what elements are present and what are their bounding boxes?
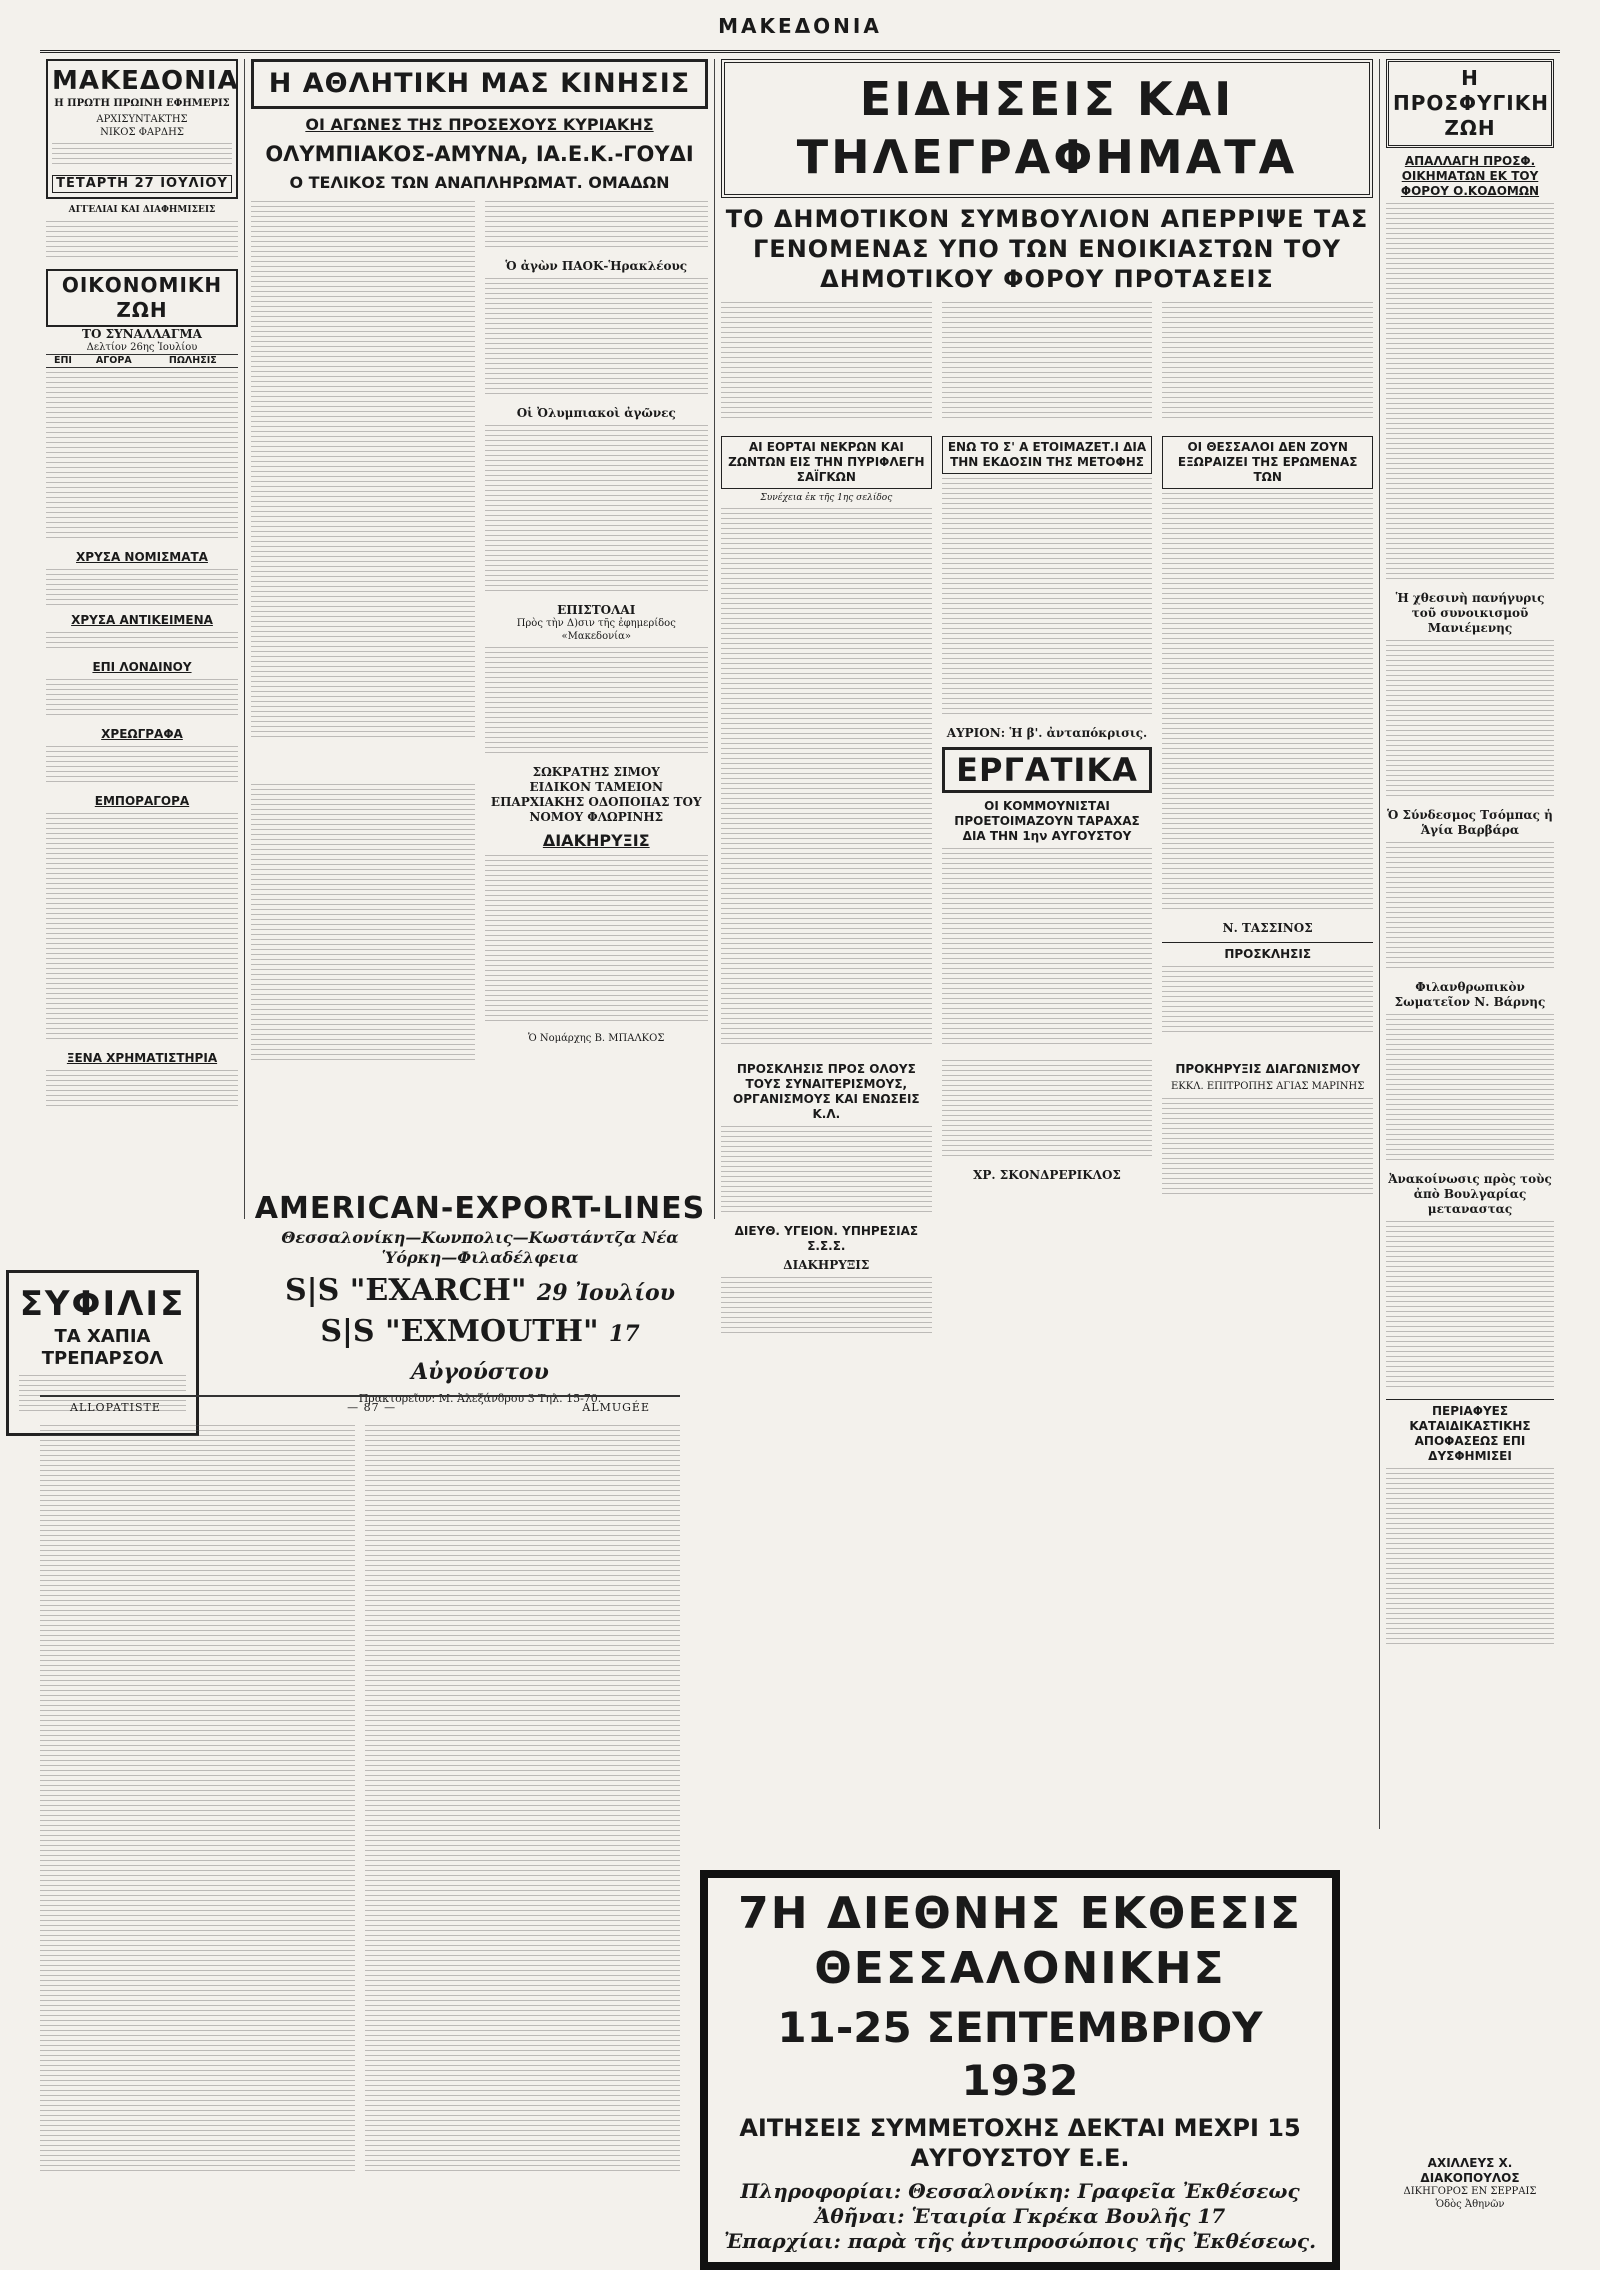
story-metofi-text [942,478,1153,718]
bulletin-date: Δελτίον 26ης Ἰουλίου [86,341,198,353]
refugee-text-4 [1386,1014,1554,1164]
stocks-title: ΞΕΝΑ ΧΡΗΜΑΤΙΣΤΗΡΙΑ [66,1050,218,1065]
refugee-text-3 [1386,842,1554,972]
market-header-sell: ΠΩΛΗΣΙΣ [148,355,238,368]
ads-text [46,221,238,261]
story-metofi [942,430,1153,1056]
skondr-signature: ΧΡ. ΣΚΟΝΔΡΕΡΙΚΛΟΣ [973,1168,1121,1183]
refugee-text-5 [1386,1221,1554,1391]
london-text [46,679,238,719]
signature-name: ΑΧΙΛΛΕΥΣ Χ. ΔΙΑΚΟΠΟΥΛΟΣ [1420,2156,1520,2185]
health-title: ΔΙΕΥΘ. ΥΓΕΙΟΝ. ΥΠΗΡΕΣΙΑΣ Σ.Σ.Σ. [734,1224,919,1254]
sports-text-b2 [485,278,709,398]
dictionary-col-1 [40,1421,355,2183]
communists-headline: ΟΙ ΚΟΜΜΟΥΝΙΣΤΑΙ ΠΡΟΕΤΟΙΜΑΖΟΥΝ ΤΑΡΑΧΑΣ ΔΙΑ ΤΗΝ 1ην ΑΥΓΟΥΣΤΟΥ [954,799,1140,843]
tender-subtitle: ΕΚΚΛ. ΕΠΙΤΡΟΠΗΣ ΑΓΙΑΣ ΜΑΡΙΝΗΣ [1171,1081,1365,1093]
news-banner: ΕΙΔΗΣΕΙΣ ΚΑΙ ΤΗΛΕΓΡΑΦΗΜΑΤΑ [721,59,1373,198]
fund-signature: Ὁ Νομάρχης Β. ΜΠΑΛΚΟΣ [528,1033,665,1044]
fund-title: ΕΙΔΙΚΟΝ ΤΑΜΕΙΟΝ ΕΠΑΡΧΙΑΚΗΣ ΟΔΟΠΟΙΙΑΣ ΤΟΥ ΝΟΜΟΥ ΦΛΩΡΙΝΗΣ [490,780,702,824]
american-ship-2-date: 17 Αὐγούστου [411,1321,640,1385]
exchange-title: ΤΟ ΣΥΝΑΛΛΑΓΜΑ [82,326,202,341]
letter-to: Πρὸς τὴν Δ)σιν τῆς ἐφημερίδος «Μακεδονία» [516,618,676,642]
invitation-text [721,1126,932,1216]
sports-banner: Η ΑΘΛΗΤΙΚΗ ΜΑΣ ΚΙΝΗΣΙΣ [251,59,708,109]
declaration-block [942,1056,1153,1345]
dictionary-columns [40,1421,680,2183]
nameplate-text [52,143,232,167]
exchange-table [46,354,238,368]
news-lead-body [721,298,1373,430]
sports-lower-text [251,784,475,1064]
american-ship-2 [253,1313,707,1388]
tender-title: ΠΡΟΚΗΡΥΞΙΣ ΔΙΑΓΩΝΙΣΜΟΥ [1175,1062,1361,1077]
story-saigon-text [721,508,932,1048]
expo-applications: ΑΙΤΗΣΕΙΣ ΣΥΜΜΕΤΟΧΗΣ ΔΕΚΤΑΙ ΜΕΧΡΙ 15 ΑΥΓΟΥΣΤΟΥ Ε.Ε. [739,2114,1301,2172]
bonds-title: ΧΡΕΩΓΡΑΦΑ [101,726,183,741]
dictionary-header [40,1401,680,1415]
expo-info-2: Ἀθῆναι: Ἑταιρία Γκρέκα Βουλῆς 17 [814,2204,1226,2228]
letter-signature: ΣΩΚΡΑΤΗΣ ΣΙΜΟΥ [532,765,660,779]
sports-sub-paok: Ὁ ἀγὼν ΠΑΟΚ-Ἡρακλέους [505,259,688,273]
news-headline: ΤΟ ΔΗΜΟΤΙΚΟΝ ΣΥΜΒΟΥΛΙΟΝ ΑΠΕΡΡΙΨΕ ΤΑΣ ΓΕΝΟΜΕΝΑΣ ΥΠΟ ΤΩΝ ΕΝΟΙΚΙΑΣΤΩΝ ΤΟΥ ΔΗΜΟΤΙΚΟΥ ΦΟΡΟΥ ΠΡΟΤΑΣΕΙΣ [725,205,1369,293]
tassinos-signature: Ν. ΤΑΣΣΙΝΟΣ [1222,921,1313,935]
invite2-text [1162,966,1373,1036]
news-stories [721,430,1373,1056]
refugee-banner: Η ΠΡΟΣΦΥΓΙΚΗ ΖΩΗ [1386,59,1554,148]
nameplate: ΜΑΚΕΔΟΝΙΑ [52,66,239,96]
invite2-title: ΠΡΟΣΚΛΗΣΙΣ [1162,942,1373,962]
expo-title: 7Η ΔΙΕΘΝΗΣ ΕΚΘΕΣΙΣ ΘΕΣΣΑΛΟΝΙΚΗΣ [738,1888,1302,1994]
news-lead-col-1 [721,302,932,422]
sports-lower [251,780,708,1072]
story-thessaloi-text [1162,493,1373,913]
editor-name: ΝΙΚΟΣ ΦΑΡΔΗΣ [100,126,184,138]
commerce-text [46,813,238,1043]
story-thessaloi [1162,430,1373,1056]
expo-info-3: Ἐπαρχίαι: παρὰ τῆς ἀντιπροσώποις τῆς Ἐκθέσεως. [723,2229,1317,2253]
story-metofi-title: ΕΝΩ ΤΟ Σ' Α ΕΤΟΙΜΑΖΕΤ.Ι ΔΙΑ ΤΗΝ ΕΚΔΟΣΙΝ ΤΗΣ ΜΕΤΟΦΗΣ [942,436,1153,474]
sports-headline-3: Ο ΤΕΛΙΚΟΣ ΤΩΝ ΑΝΑΠΛΗΡΩΜΑΤ. ΟΜΑΔΩΝ [289,173,670,192]
exchange-rows [46,372,238,542]
sports-text-b3 [485,425,709,595]
syfilis-subtitle: ΤΑ ΧΑΠΙΑ ΤΡΕΠΑΡΣΟΛ [41,1325,164,1369]
refugee-headline: ΑΠΑΛΛΑΓΗ ΠΡΟΣΦ. ΟΙΚΗΜΑΤΩΝ ΕΚ ΤΟΥ ΦΟΡΟΥ Ο.ΚΟΔΟΜΩΝ [1400,154,1540,198]
column-sports [245,59,715,1219]
ads-title: ΑΓΓΕΛΙΑΙ ΚΑΙ ΔΙΑΦΗΜΙΣΕΙΣ [68,205,216,216]
gold-coins-text [46,569,238,605]
sports-body [251,197,708,780]
tender-block [1162,1056,1373,1345]
sports-col-a [251,197,475,780]
sports-text-b1 [485,201,709,251]
issue-date: ΤΕΤΑΡΤΗ 27 ΙΟΥΛΙΟΥ [52,175,232,193]
london-title: ΕΠΙ ΛΟΝΔΙΝΟΥ [92,659,192,674]
expo-info-1: Πληροφορίαι: Θεσσαλονίκη: Γραφεῖα Ἐκθέσεως [740,2179,1300,2203]
american-ship-2-name: S|S "EXMOUTH" [320,1314,599,1349]
american-export-ad [245,1190,715,1406]
bonds-text [46,746,238,786]
refugee-sub-2: Ὁ Σύνδεσμος Τσόμπας ἡ Ἁγία Βαρβάρα [1387,808,1553,837]
dictionary-right-head: ALMUGÉE [582,1401,650,1414]
invitation-title: ΠΡΟΣΚΛΗΣΙΣ ΠΡΟΣ ΟΛΟΥΣ ΤΟΥΣ ΣΥΝΑΙΤΕΡΙΣΜΟΥΣ, ΟΡΓΑΝΙΣΜΟΥΣ ΚΑΙ ΕΝΩΣΕΙΣ Κ.Λ. [733,1062,920,1122]
commerce-title: ΕΜΠΟΡΑΓΟΡΑ [94,793,190,808]
prefecture-text [1386,1468,1554,1648]
fund-text [485,855,709,1025]
refugee-signature [1380,2150,1560,2211]
dictionary-section [40,1395,680,2205]
column-refugee [1380,59,1560,1829]
declaration-text [942,1060,1153,1160]
sports-lower-b [485,780,709,1072]
american-ship-1-date: 29 Ἰουλίου [536,1279,675,1306]
stocks-text [46,1070,238,1110]
expo-dates: 11-25 ΣΕΠΤΕΜΒΡΙΟΥ 1932 [777,2003,1263,2105]
dictionary-text-2 [365,1425,680,2175]
sports-headline-2: ΟΛΥΜΠΙΑΚΟΣ-ΑΜΥΝΑ, ΙΑ.Ε.Κ.-ΓΟΥΔΙ [265,141,694,166]
syfilis-title: ΣΥΦΙΛΙΣ [19,1284,186,1324]
signature-address: Ὁδὸς Ἀθηνῶν [1435,2198,1505,2210]
sports-headline-1: ΟΙ ΑΓΩΝΕΣ ΤΗΣ ΠΡΟΣΕΧΟΥΣ ΚΥΡΙΑΚΗΣ [305,114,654,134]
tender-text [1162,1098,1373,1198]
letter-text [485,647,709,757]
gold-coins-title: ΧΡΥΣΑ ΝΟΜΙΣΜΑΤΑ [76,549,208,564]
news-bottom [721,1056,1373,1345]
story-saigon-continued: Συνέχεια ἐκ τῆς 1ης σελίδος [760,493,893,503]
masthead-rule [40,50,1560,53]
news-lead-col-3 [1162,302,1373,422]
prefecture-title: ΠΕΡΙΑΦΥΕΣ ΚΑΤΑΙΔΙΚΑΣΤΙΚΗΣ ΑΠΟΦΑΣΕΩΣ ΕΠΙ ΔΥΣΦΗΜΙΣΕΙ [1386,1399,1554,1464]
letters-title: ΕΠΙΣΤΟΛΑΙ [557,603,636,617]
health-text [721,1277,932,1337]
gold-objects-text [46,632,238,652]
health-declaration: ΔΙΑΚΗΡΥΞΙΣ [783,1258,870,1273]
editor-label: ΑΡΧΙΣΥΝΤΑΚΤΗΣ [96,114,188,125]
american-title: AMERICAN-EXPORT-LINES [254,1191,706,1226]
expo-ad [700,1870,1340,2270]
communists-text [942,848,1153,1048]
dictionary-page: — 87 — [347,1401,397,1414]
refugee-text-1 [1386,203,1554,583]
market-header-buy: ΑΓΟΡΑ [80,355,148,368]
nameplate-box [46,59,238,199]
american-route: Θεσσαλονίκη—Κωνπολις—Κωστάντζα Νέα Ὑόρκη—Φιλαδέλφεια [281,1227,679,1267]
story-tomorrow: ΑΥΡΙΟΝ: Ἡ β'. ἀνταπόκρισις. [946,726,1148,740]
sports-sub-olympic: Οἱ Ὀλυμπιακοὶ ἀγῶνες [516,406,676,420]
dictionary-col-2 [365,1421,680,2183]
american-agent: Πρακτορεῖον: Μ. Ἀλεξάνδρου 3 Τηλ. 15-70. [358,1392,602,1405]
news-lead-col-2 [942,302,1153,422]
refugee-text-2 [1386,640,1554,800]
market-header-on: ΕΠΙ [46,355,80,368]
invitation-block [721,1056,932,1345]
fund-declaration: ΔΙΑΚΗΡΥΞΙΣ [542,831,650,850]
refugee-sub-1: Ἡ χθεσινὴ πανήγυρις τοῦ συνοικισμοῦ Μανιέμενης [1395,591,1545,635]
dictionary-left-head: ALLOPATISTE [70,1401,161,1414]
sports-col-b [485,197,709,780]
economy-title: ΟΙΚΟΝΟΜΙΚΗ ΖΩΗ [46,269,238,327]
sports-lower-a [251,780,475,1072]
american-ship-1-name: S|S "EXARCH" [285,1272,527,1308]
sports-text-a [251,201,475,741]
story-saigon-title: ΑΙ ΕΟΡΤΑΙ ΝΕΚΡΩΝ ΚΑΙ ΖΩΝΤΩΝ ΕΙΣ ΤΗΝ ΠΥΡΙΦΛΕΓΗ ΣΑΪΓΚΩΝ [721,436,932,489]
ergatika-banner: ΕΡΓΑΤΙΚΑ [942,747,1153,793]
signature-role: ΔΙΚΗΓΟΡΟΣ ΕΝ ΣΕΡΡΑΙΣ [1403,2186,1537,2197]
column-left [40,59,245,1219]
story-saigon [721,430,932,1056]
story-thessaloi-title: ΟΙ ΘΕΣΣΑΛΟΙ ΔΕΝ ΖΟΥΝ ΕΞΩΡΑΙΖΕΙ ΤΗΣ ΕΡΩΜΕΝΑΣ ΤΩΝ [1162,436,1373,489]
refugee-sub-3: Φιλανθρωπικὸν Σωματεῖον Ν. Βάρνης [1394,980,1546,1009]
dictionary-text-1 [40,1425,355,2175]
nameplate-tagline: Η ΠΡΩΤΗ ΠΡΩΙΝΗ ΕΦΗΜΕΡΙΣ [54,97,230,109]
refugee-sub-4: Ἀνακοίνωσις πρὸς τοὺς ἀπὸ Βουλγαρίας μεταναστας [1388,1172,1552,1216]
gold-objects-title: ΧΡΥΣΑ ΑΝΤΙΚΕΙΜΕΝΑ [71,612,213,627]
column-news [715,59,1380,1829]
american-ship-1 [253,1272,707,1310]
masthead: ΜΑΚΕΔΟΝΙΑ [718,14,882,38]
